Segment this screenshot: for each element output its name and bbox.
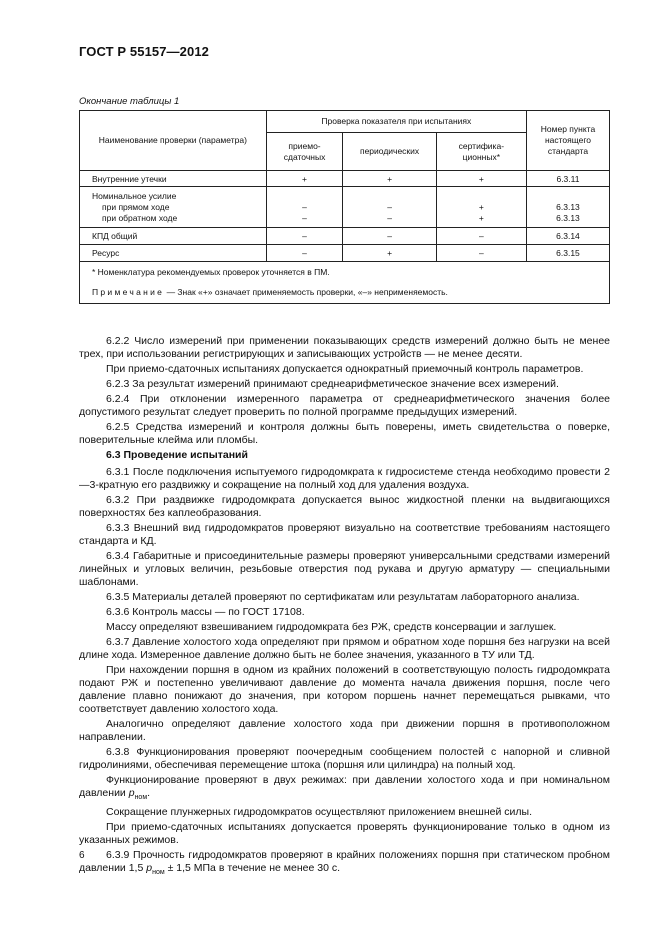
- table-row: Ресурс – + – 6.3.15: [80, 245, 610, 262]
- table-footnote: * Номенклатура рекомендуемых проверок уточняется в ПМ.: [92, 267, 330, 277]
- table-row: Внутренние утечки + + + 6.3.11: [80, 171, 610, 187]
- col-header-item: Номер пункта настоящего стандарта: [526, 111, 609, 171]
- col-header-group: Проверка показателя при испытаниях: [266, 111, 526, 133]
- tests-table: [79, 110, 610, 304]
- table-row: Номинальное усилие при прямом ходе при обратном ходе – – – – + + 6.3.13 6.3.13: [80, 187, 610, 228]
- page-number: 6: [79, 850, 85, 861]
- table-notes: [80, 262, 610, 304]
- standard-header: ГОСТ Р 55157—2012: [79, 44, 209, 59]
- section-heading: 6.3 Проведение испытаний: [106, 449, 248, 461]
- table-caption: Окончание таблицы 1: [79, 96, 180, 107]
- col-header-name: Наименование проверки (параметра): [80, 111, 267, 171]
- col-header-acceptance: приемо- сдаточных: [266, 133, 343, 171]
- col-header-certification: сертифика- ционных*: [436, 133, 526, 171]
- table-row: КПД общий – – – 6.3.14: [80, 228, 610, 245]
- table-note: Примечание — Знак «+» означает применяемость проверки, «–» неприменяемость.: [92, 287, 448, 297]
- body-text: 6.2.2 Число измерений при применении показывающих средств измерений должно быть не менее трех, при использовании регистрирующих и записывающих устройств — не менее десяти. При приемо-сдаточных испытаниях допускается однократный приемочный контроль параметров. 6.2.3 За результат измерений принимают среднеарифметическое значение всех измерений. 6.2.4 При отклонении измеренного параметра от среднеарифметического значения более допустимого результат следует проверить по полной программе предыдущих измерений. 6.2.5 Средства измерений и контроля должны быть поверены, иметь свидетельства о поверке, поверительные клейма или пломбы. 6.3 Проведение испытаний 6.3.1 После подключения испытуемого гидродомкрата к гидросистеме стенда необходимо провести 2—3-кратную его раздвижку и сокращение на полный ход для удаления воздуха. 6.3.2 При раздвижке гидродомкрата допускается вынос жидкостной пленки на выдвигающихся поверхностях без каплеобразования. 6.3.3 Внешний вид гидродомкратов проверяют визуально на соответствие требованиям настоящего стандарта и КД. 6.3.4 Габаритные и присоединительные размеры проверяют универсальными средствами измерений линейных и угловых величин, резьбовые отверстия под рукава и другую арматуру — специальными шаблонами. 6.3.5 Материалы деталей проверяют по сертификатам или результатам лабораторного анализа. 6.3.6 Контроль массы — по ГОСТ 17108. Массу определяют взвешиванием гидродомкрата без РЖ, средств консервации и заглушек. 6.3.7 Давление холостого хода определяют при прямом и обратном ходе поршня без нагрузки на всей длине хода. Измеренное давление должно быть не более значения, указанного в ТУ или ТД. При нахождении поршня в одном из крайних положений в соответствующую полость гидродомкрата подают РЖ и постепенно увеличивают давление до момента начала движения поршня, после чего давление плавно понижают до значения, при котором поршень начнет перемещаться рывками, что соответствует давлению холостого хода. Аналогично определяют давление холостого хода при движении поршня в противоположном направлении. 6.3.8 Функционирования проверяют поочередным сообщением полостей с напорной и сливной гидролиниями, обеспечивая перемещение штока (поршня или цилиндра) на полный ход. Функционирование проверяют в двух режимах: при давлении холостого хода и при номинальном давлении $p_{ном}$. Сокращение плунжерных гидродомкратов осуществляют приложением внешней силы. При приемо-сдаточных испытаниях допускается проверять функционирование только в одном из указанных режимов. 6.3.9 Прочность гидродомкратов проверяют в крайних положениях поршня при статическом пробном давлении 1,5 $p_{ном} \pm 1,5$ МПа в течение не менее 30 с.: [79, 335, 610, 877]
- col-header-periodic: периодических: [343, 133, 436, 171]
